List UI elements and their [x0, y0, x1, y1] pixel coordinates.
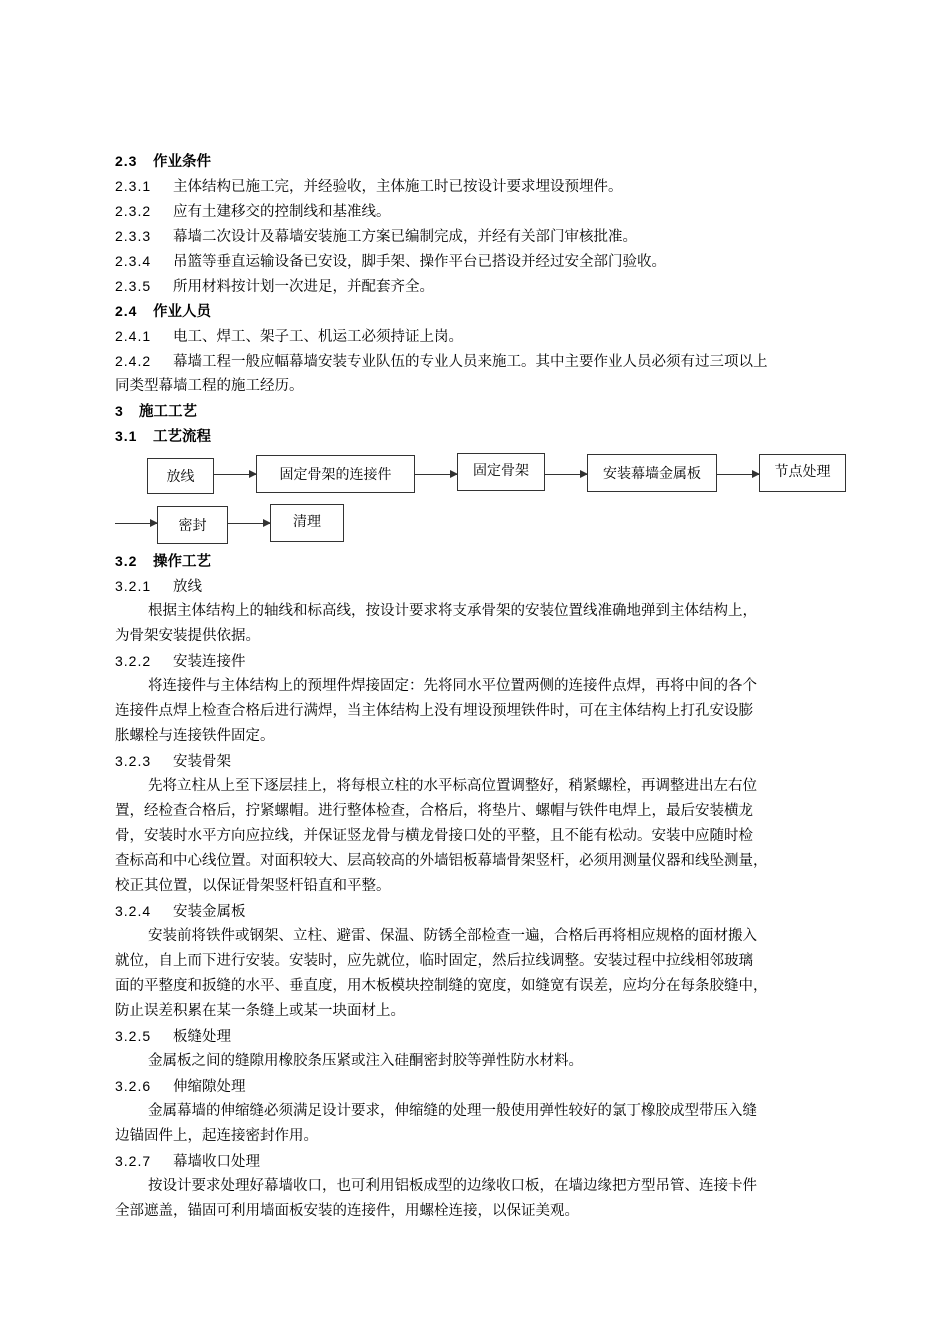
- flow-step-metal-panel: 安装幕墙金属板: [587, 454, 717, 492]
- section-2-3-heading: 2.3 作业条件: [115, 153, 211, 170]
- paragraph-line: 全部遮盖，锚固可利用墙面板安装的连接件，用螺栓连接，以保证美观。: [115, 1203, 579, 1219]
- flow-arrow-3: [545, 474, 587, 475]
- paragraph-line: 边锚固件上，起连接密封作用。: [115, 1128, 318, 1144]
- item-2-3-5: 2.3.5 所用材料按计划一次进足，并配套齐全。: [115, 278, 434, 295]
- section-3-2-heading: 3.2 操作工艺: [115, 553, 211, 570]
- paragraph-line: 金属幕墙的伸缩缝必须满足设计要求，伸缩缝的处理一般使用弹性较好的氯丁橡胶成型带压入缝: [148, 1103, 757, 1119]
- flow-step-fangxian: 放线: [147, 458, 214, 494]
- item-3-2-5-heading: 3.2.5 板缝处理: [115, 1028, 231, 1045]
- flow-arrow-1: [214, 474, 256, 475]
- flow-step-clean: 清理: [270, 504, 344, 542]
- paragraph-line: 将连接件与主体结构上的预埋件焊接固定：先将同水平位置两侧的连接件点焊，再将中间的各个: [148, 678, 757, 694]
- flow-arrow-4: [717, 474, 759, 475]
- paragraph-line: 防止误差积累在某一条缝上或某一块面材上。: [115, 1003, 405, 1019]
- flow-arrow-5: [115, 523, 157, 524]
- item-3-2-3-heading: 3.2.3 安装骨架: [115, 753, 231, 770]
- flow-step-connector: 固定骨架的连接件: [256, 455, 415, 493]
- item-2-3-1: 2.3.1 主体结构已施工完，并经验收，主体施工时已按设计要求埋设预埋件。: [115, 178, 623, 195]
- section-3-1-heading: 3.1 工艺流程: [115, 428, 211, 445]
- paragraph-line: 置，经检查合格后，拧紧螺帽。进行整体检查，合格后，将垫片、螺帽与铁件电焊上，最后安装横龙: [115, 803, 753, 819]
- paragraph-line: 骨，安装时水平方向应拉线，并保证竖龙骨与横龙骨接口处的平整，且不能有松动。安装中应随时检: [115, 828, 753, 844]
- paragraph-line: 金属板之间的缝隙用橡胶条压紧或注入硅酮密封胶等弹性防水材料。: [148, 1053, 583, 1069]
- paragraph-line: 胀螺栓与连接铁件固定。: [115, 728, 275, 744]
- flow-arrow-6: [228, 523, 270, 524]
- item-2-4-1: 2.4.1 电工、焊工、架子工、机运工必须持证上岗。: [115, 328, 463, 345]
- paragraph-line: 按设计要求处理好幕墙收口，也可利用铝板成型的边缘收口板，在墙边缘把方型吊管、连接卡件: [148, 1178, 757, 1194]
- paragraph-line: 连接件点焊上检查合格后进行满焊，当主体结构上没有埋设预埋铁件时，可在主体结构上打孔安设膨: [115, 703, 753, 719]
- item-2-3-4: 2.3.4 吊篮等垂直运输设备已安设，脚手架、操作平台已搭设并经过安全部门验收。: [115, 253, 666, 270]
- item-2-4-2-line1: 2.4.2 幕墙工程一般应幅幕墙安装专业队伍的专业人员来施工。其中主要作业人员必须有过三项以上: [115, 353, 768, 370]
- flow-arrow-2: [415, 474, 457, 475]
- item-3-2-7-heading: 3.2.7 幕墙收口处理: [115, 1153, 260, 1170]
- paragraph-line: 校正其位置，以保证骨架竖杆铅直和平整。: [115, 878, 391, 894]
- paragraph-line: 安装前将铁件或钢架、立柱、避雷、保温、防锈全部检查一遍，合格后再将相应规格的面材搬入: [148, 928, 757, 944]
- section-2-4-heading: 2.4 作业人员: [115, 303, 211, 320]
- flow-step-node: 节点处理: [759, 454, 846, 492]
- item-3-2-6-heading: 3.2.6 伸缩隙处理: [115, 1078, 246, 1095]
- paragraph-line: 为骨架安装提供依据。: [115, 628, 260, 644]
- flow-step-frame: 固定骨架: [457, 453, 545, 491]
- section-3-heading: 3 施工工艺: [115, 403, 197, 420]
- paragraph-line: 就位，自上而下进行安装。安装时，应先就位，临时固定，然后拉线调整。安装过程中拉线相邻玻璃: [115, 953, 753, 969]
- item-2-3-3: 2.3.3 幕墙二次设计及幕墙安装施工方案已编制完成，并经有关部门审核批准。: [115, 228, 637, 245]
- item-3-2-2-heading: 3.2.2 安装连接件: [115, 653, 246, 670]
- paragraph-line: 先将立柱从上至下逐层挂上，将每根立柱的水平标高位置调整好，稍紧螺栓，再调整进出左右位: [148, 778, 757, 794]
- item-3-2-1-heading: 3.2.1 放线: [115, 578, 202, 595]
- item-3-2-4-heading: 3.2.4 安装金属板: [115, 903, 246, 920]
- item-2-4-2-line2: 同类型幕墙工程的施工经历。: [115, 378, 304, 394]
- item-2-3-2: 2.3.2 应有土建移交的控制线和基准线。: [115, 203, 391, 220]
- paragraph-line: 根据主体结构上的轴线和标高线，按设计要求将支承骨架的安装位置线准确地弹到主体结构上，: [148, 603, 757, 619]
- paragraph-line: 查标高和中心线位置。对面积较大、层高较高的外墙铝板幕墙骨架竖杆，必须用测量仪器和线坠测量，: [115, 853, 768, 869]
- paragraph-line: 面的平整度和扳缝的水平、垂直度，用木板模块控制缝的宽度，如缝宽有误差，应均分在每条胶缝中，: [115, 978, 768, 994]
- flow-step-seal: 密封: [157, 506, 228, 544]
